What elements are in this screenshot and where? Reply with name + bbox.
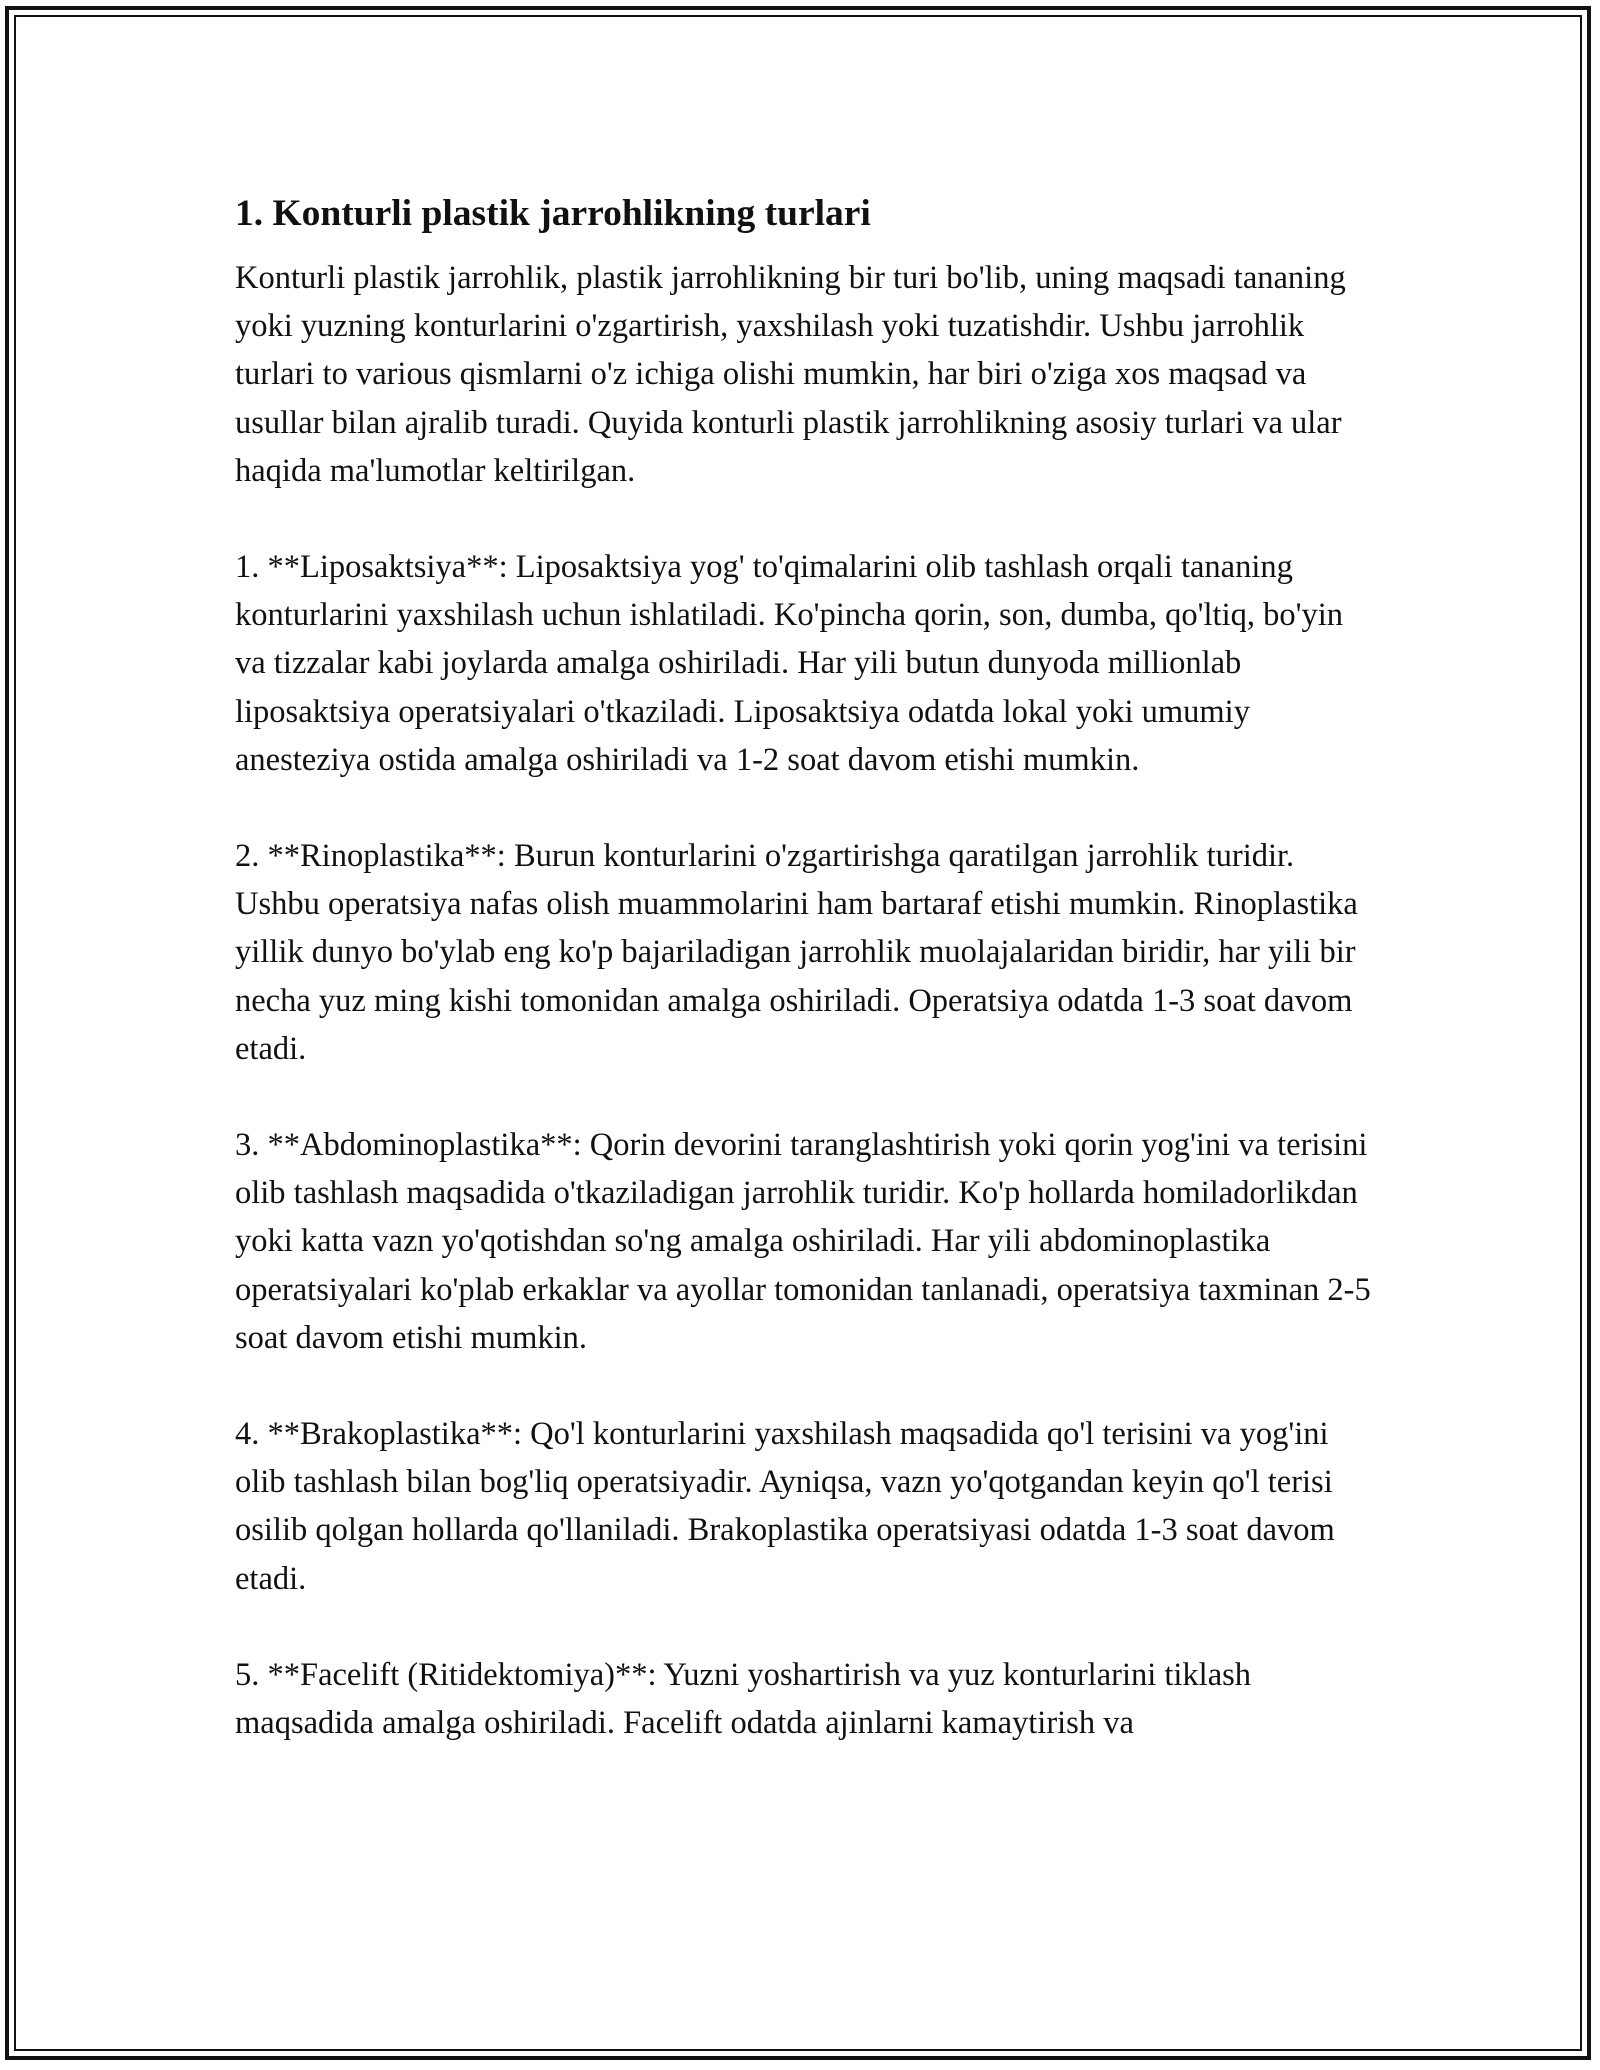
paragraph-liposaktsiya: 1. **Liposaktsiya**: Liposaktsiya yog' to'qimalarini olib tashlash orqali tananing konturlarini yaxshilash uchun ishlatiladi. Ko'pincha qorin, son, dumba, qo'ltiq, bo'yin va tizzalar kabi joylarda amalga oshiriladi. Har yili butun dunyoda millionlab liposaktsiya operatsiyalari o'tkaziladi. Liposaktsiya odatda lokal yoki umumiy anesteziya ostida amalga oshiriladi va 1-2 soat davom etishi mumkin. — [235, 549, 1343, 778]
intro-paragraph: Konturli plastik jarrohlik, plastik jarrohlikning bir turi bo'lib, uning maqsadi tananing yoki yuzning konturlarini o'zgartirish, yaxshilash yoki tuzatishdir. Ushbu jarrohlik turlari to various qismlarni o'z ichiga olishi mumkin, har biri o'ziga xos maqsad va usullar bilan ajralib turadi. Quyida konturli plastik jarrohlikning asosiy turlari va ular haqida ma'lumotlar keltirilgan. — [235, 260, 1346, 489]
paragraph-rinoplastika: 2. **Rinoplastika**: Burun konturlarini o'zgartirishga qaratilgan jarrohlik turidir. Ushbu operatsiya nafas olish muammolarini ham bartaraf etishi mumkin. Rinoplastika yillik dunyo bo'ylab eng ko'p bajariladigan jarrohlik muolajalaridan biridir, har yili bir necha yuz ming kishi tomonidan amalga oshiriladi. Operatsiya odatda 1-3 soat davom etadi. — [235, 838, 1358, 1067]
paragraph-abdominoplastika: 3. **Abdominoplastika**: Qorin devorini taranglashtirish yoki qorin yog'ini va terisini olib tashlash maqsadida o'tkaziladigan jarrohlik turidir. Ko'p hollarda homiladorlikdan yoki katta vazn yo'qotishdan so'ng amalga oshiriladi. Har yili abdominoplastika operatsiyalari ko'plab erkaklar va ayollar tomonidan tanlanadi, operatsiya taxminan 2-5 soat davom etishi mumkin. — [235, 1127, 1371, 1356]
paragraph-brakoplastika: 4. **Brakoplastika**: Qo'l konturlarini yaxshilash maqsadida qo'l terisini va yog'ini olib tashlash bilan bog'liq operatsiyadir. Ayniqsa, vazn yo'qotgandan keyin qo'l terisi osilib qolgan hollarda qo'llaniladi. Brakoplastika operatsiyasi odatda 1-3 soat davom etadi. — [235, 1416, 1335, 1597]
paragraph-facelift: 5. **Facelift (Ritidektomiya)**: Yuzni yoshartirish va yuz konturlarini tiklash maqsadida amalga oshiriladi. Facelift odatda ajinlarni kamaytirish va — [235, 1656, 1252, 1742]
document-body — [235, 188, 1380, 1747]
section-heading: 1. Konturli plastik jarrohlikning turlari — [235, 193, 871, 234]
